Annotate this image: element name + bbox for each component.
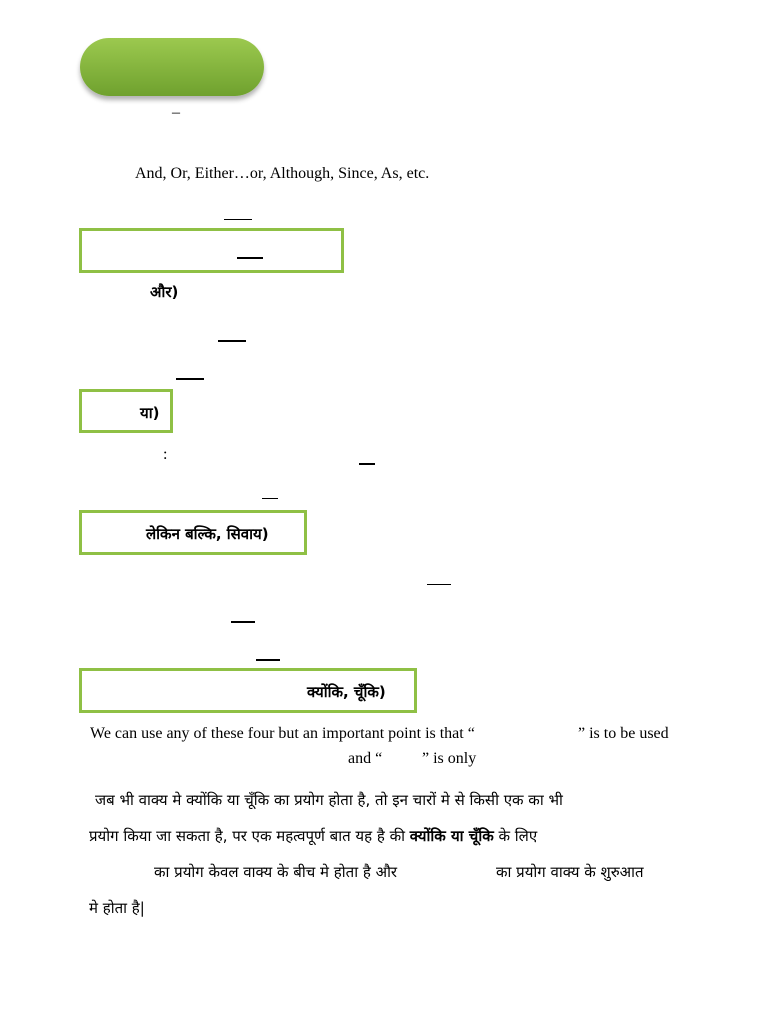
section-label-and: और)	[150, 283, 179, 301]
note-hi-line1: जब भी वाक्य मे क्योंकि या चूँकि का प्रयोग होता है, तो इन चारों मे से किसी एक का भी	[95, 791, 563, 809]
conjunction-examples: And, Or, Either…or, Although, Since, As, etc.	[135, 165, 430, 182]
blank-line	[176, 378, 204, 380]
section-label-or: या)	[140, 404, 160, 422]
blank-line	[231, 621, 255, 623]
note-hi-line2	[89, 826, 537, 846]
section-box-1	[79, 228, 344, 273]
note-en-line2-start: and “	[348, 750, 383, 767]
blank-line	[218, 340, 246, 342]
note-hi-line2-end: के लिए	[493, 827, 538, 845]
note-hi-line3-start: का प्रयोग केवल वाक्य के बीच मे होता है और	[154, 863, 398, 881]
note-en-line1-end: ” is to be used	[578, 725, 669, 742]
note-hi-line2-bold: क्योंकि या चूँकि	[409, 827, 494, 845]
section-box-4	[79, 668, 417, 713]
note-en-line1-start: We can use any of these four but an important point is that “	[90, 725, 475, 742]
section-box-3	[79, 510, 307, 555]
section-label-because: क्योंकि, चूँकि)	[307, 683, 386, 701]
section-label-but: लेकिन बल्कि, सिवाय)	[146, 525, 269, 543]
note-hi-line2-start: प्रयोग किया जा सकता है, पर एक महत्वपूर्ण बात यह है की	[89, 827, 410, 845]
blank-line	[237, 257, 263, 259]
blank-line	[256, 659, 280, 661]
note-hi-line4: मे होता है|	[89, 899, 145, 917]
heading-pill	[80, 38, 264, 96]
section-box-2	[79, 389, 173, 433]
blank-line	[262, 498, 278, 499]
blank-line	[224, 219, 252, 220]
blank-line	[359, 463, 375, 465]
note-hi-line3-end: का प्रयोग वाक्य के शुरुआत	[496, 863, 644, 881]
intro-dash: –	[172, 104, 180, 121]
note-en-line2-end: ” is only	[422, 750, 477, 767]
blank-line	[427, 584, 451, 585]
colon-mark: :	[163, 446, 168, 463]
